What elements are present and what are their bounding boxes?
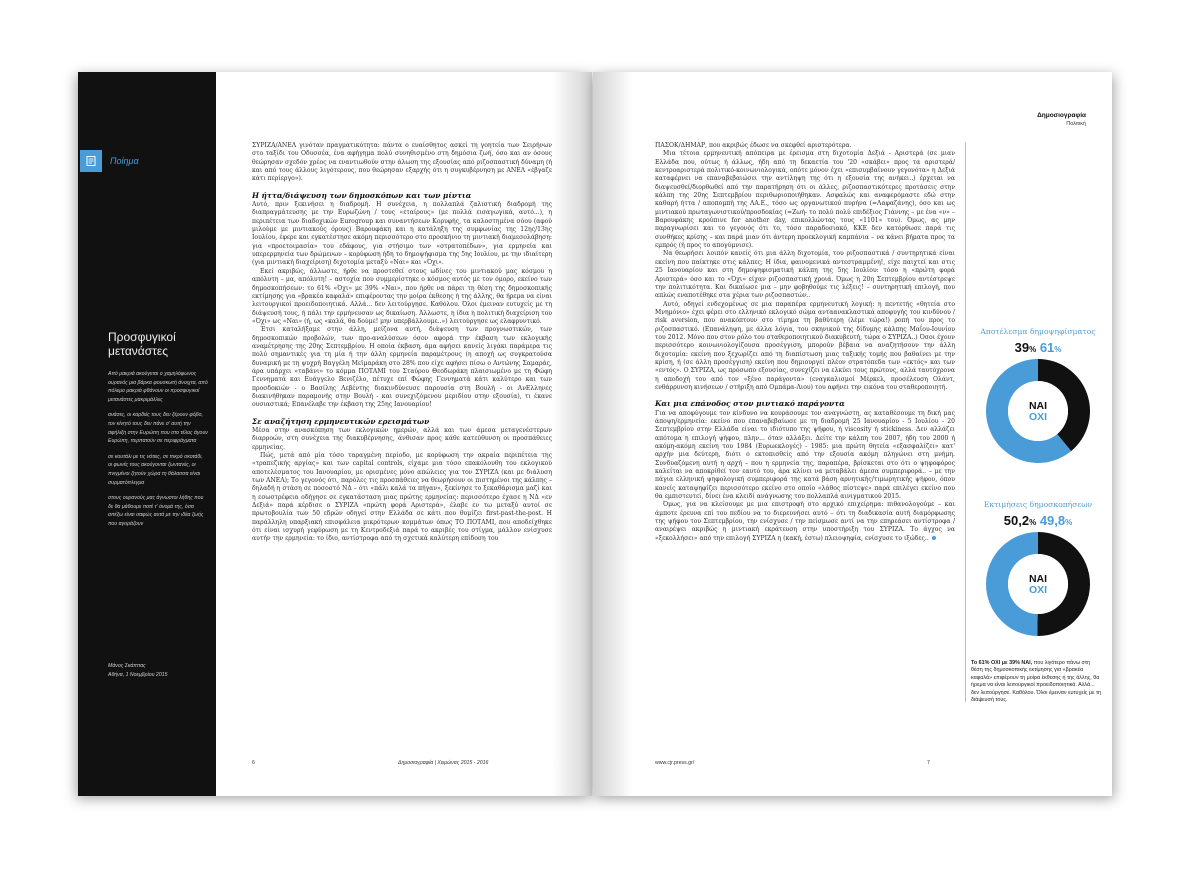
paragraph: Να θεωρήσει λοιπόν κανείς ότι μια άλλη διχοτομία, του ριζοσπαστικά / συντηρητικά είναι εκείνη που παίκτηκε στις κάλπες; Η ίδια, φαινομενικά αντεστραμμένη!, είχε παιχτεί και στις 25 Ιανουαρίου και στη δημοψηφισματική κάλπη της 5ης Ιουλίου: τόσο η «πρώτη φορά Αριστερά» όσο και το «Όχι» είχαν ριζοσπαστική χροιά. Όμως η 20η Σεπτεμβρίου αντέστρεψε την πολιτικότητα. Και δικαίωσε μια – μην φοβηθούμε τις λέξεις! – συντηρητική επιλογή, που απλώς εναποτέθηκε στα χέρια των ριζοσπαστών.. — [655, 250, 955, 300]
paragraph-text: Όμως, για να κλείσουμε με μια επιστροφή στο αρχικό επιχείρημα: πιθανολογούμε – και άμποτε έρευνα επί του πεδίου να το διερευνήσει αυτό – ότι τη διαδικασία αυτή διαμόρφωσης της ψήφου του Σεπτεμβρίου, την ενίσχυσε / την πείσμωσε αντί να την επηρεάσει αντίστροφα / αναιρέψει ακριβώς η μιντιακή εκράτευση στην υποστήριξη του ΣΥΡΙΖΑ. Το άγχος να «ξεκολλήσει» από την επιλογή ΣΥΡΙΖΑ η (κακή, έστω) πλειοψηφία, ενίσχυσε το ιξώδες.. — [655, 501, 955, 542]
section-heading: Σε αναζήτηση ερμηνευτικών ερεισμάτων — [252, 416, 430, 426]
header-title: Δημοσιογραφία — [1037, 112, 1086, 119]
donut-chart — [971, 355, 1105, 467]
paragraph: Για να αποφύγουμε τον κίνδυνο να κουράσουμε τον αναγνώστη, ας καταθέσουμε τη δική μας άποψη/ερμηνεία: εκείνο που επαναβεβαίωσε με τη διαδρομή 25 Ιανουαρίου - 5 Ιουλίου - 20 Σεπτεμβρίου στην Ελλάδα είναι το ιδιότυπο της ψήφου, ή viscosity ή stickiness. Δεν αλλάζει απότομα η επιλογή ψήφου, πλην... όταν αλλάξει. Δείτε την κάλπη του 2007, ήδη του 2000 ή ακόμη-ακόμη εκείνη του 1984 (Ευρωεκλογές) - 1985: μια πρώτη θητεία «εξασφαλίζει» κατ' αρχήν μια δεύτερη, διότι ο εκτοπισθείς από την εξουσία ακόμη πληγώνει στη μνήμη. Συνδυαζόμενη αυτή η αρχή – που η ερμηνεία της, παραπέρα, βρίσκεται στο ότι ο ψηφοφόρος καλείται να αποκρίθεί τον εαυτό του, άρα κλίνει να μεταβάλει άμεσα συμπεριφορά.. – με την πάγια ελληνική ψηφολογική συμπεριφορά της κατά βάση αρνητικής/τιμωρητικής ψήφου, όπου κανείς καταψηφίζει περισσότερο εκείνο στο οποίο «λάθος πίστεψε» παρά επιλέγει εκείνο που θα εμπιστευτεί, δίνει ένα κλειδί ανάγνωσης του πολλαπλά αινιγματικού 2015. — [655, 409, 955, 501]
unit-label: % — [1029, 518, 1037, 527]
donut-label-ναι: ΝΑΙ — [1028, 573, 1048, 585]
page-number: 6 — [252, 760, 255, 766]
end-mark-icon — [932, 536, 936, 540]
page-number: 7 — [927, 760, 930, 766]
paragraph: Αυτό, οδηγεί ενδεχομένως σε μια παραπέρα ερμηνευτική λογική: η πεντετής «θητεία στο Μνημόνιο» έχει φέρει στο ελληνικό εκλογικό σώμα ανταανακλαστικά αποφυγής του κινδύνου / risk aversion, που ανακόπτουν στο τίμημα τη βαθύτερη (λέμε τώρα!) ροπή του προς το ριζοσπαστικό. (Επανάληψη, με άλλα λόγια, του σκηνικού της δίδυμης κάλπης Μαΐου-Ιουνίου του 2012. Μόνο που στον ρόλο του σταθεροποιητικού διακυβευτή, τώρα ο ΣΥΡΙΖΑ..) Όσοι έχουν περισσότερο κοινωνιολογίζουσα προσέγγιση, μπορούν βέβαια να αναζητήσουν την άλλη διχοτομία: εκείνη που ξεχωρίζει από τη διαπίστωση μιας ταξικής τομής που βαθαίνει με την κρίση, ή (σε άλλη προσέγγιση) εκείνη που δημιουργεί πλέον στρατόπεδα των «εκτός» και των «εντός». Ο ΣΥΡΙΖΑ, ως πρόσωπο εξουσίας, συνεχίζει να ελκύει τους πρώτους, αλλά ταυτόχρονα η αποδοχή του από τον «ξένο παράγοντα» (εναγκαλισμοί Μέρκελ, προσέλευση Ολάντ, ενθάρρυνση κινήσεων / στήριξη από Ομπάμα-Λιου) του αφήνει την εικόνα του σταθεροποιητή. — [655, 300, 956, 391]
chart-caption — [971, 660, 1103, 704]
folio-publication: Δημοσιογραφία | Χειμώνας 2015 - 2016 — [398, 760, 489, 766]
gutter-shadow — [552, 72, 592, 796]
donut-label-οχι: ΟΧΙ — [1028, 411, 1048, 423]
unit-label: % — [1029, 345, 1037, 354]
header-subtitle: Πολιτική — [1066, 121, 1086, 127]
paragraph — [655, 501, 955, 543]
paragraph: ΣΥΡΙΖΑ/ΑΝΕΛ γινόταν πραγματικότητα: πάντα ο ευαίσθητος ασκεί τη γοητεία των Σειρήνων στο ταξίδι του Οδυσσέα, ένα αφήγημα πολύ συνηθισμένο στη δημόσια ζωή, όσο και αν όσους θεώρησαν σχεδόν χρέος να εναντιωθούν στην άλωση της εξουσίας από ριζοσπαστική δύναμη (ή και από τους άλλους λιγότερους, που θεώρησαν εξαρχής ότι η συγκυβέρνηση με ΑΝΕΛ «έβγαζε κάτι περίεργο»). — [252, 142, 552, 183]
poem-stanza: Από μακριά ακούγεται ο χαμηλόφωνος ουρανός μια βάρκα φουσκωτή άνοιχτα, από πόλεμο μακριά φθάνουν οι προσφυγικοί μετανάστες μακριμάλλες — [108, 371, 208, 403]
poem-stanza: στους ουρανούς μας άγνωστοι λήθης που δε θα μάθουμε ποτέ τ' όνομά της, όσα απέξω είναι σαφώς αυτά με την ιδέα ζωής που αγοράζουν — [108, 495, 204, 527]
unit-label: % — [1065, 518, 1073, 527]
poem-signature — [108, 662, 208, 679]
chart-values — [971, 513, 1105, 528]
chart-title: Αποτέλεσμα δημοψηφίσματος — [980, 327, 1096, 336]
paragraph: Μέσα στην ανασκόπηση των εκλογικών ημερών, αλλά και των άμεσα μεταγενέστερων διαρροών, στη συνέχεια της διακυβέρνησης, άνθισαν προς κάθε κατεύθυνση οι προσπάθειες ερμηνείας. — [252, 427, 552, 451]
chart-values — [971, 340, 1105, 355]
donut-label-ναι: ΝΑΙ — [1028, 400, 1048, 412]
unit-label: % — [1054, 345, 1062, 354]
document-icon — [80, 150, 102, 172]
chart-title: Εκτιμήσεις δημοσκοπήσεων — [983, 500, 1093, 509]
gutter-shadow — [593, 72, 633, 796]
magazine-spread — [78, 72, 1112, 796]
value-label-yes: 50,2 — [1003, 513, 1030, 528]
running-header — [1037, 112, 1086, 127]
paragraph: ΠΑΣΟΚ/ΔΗΜΑΡ, που ακριβώς έδωσε να σκεφθεί αριστερότερα. — [655, 142, 852, 149]
poem-date: Αθήνα, 1 Νοεμβρίου 2015 — [108, 671, 168, 678]
value-label-no: 49,8 — [1039, 513, 1066, 528]
folio-url: www.cjr.press.gr/ — [655, 760, 695, 766]
left-page — [78, 72, 592, 796]
paragraph: Έτσι καταλήξαμε στην άλλη, μείζονα αυτή, διάψευση των προγνωστικών, των δημοσκοπικών προβολών, των προ-αναλύσεων όσον αφορά την έκβαση των εκλογικής αναμέτρησης της 20ης Σεπτεμβρίου. Η οποία έκβαση, άμα αφήσει κανείς λιγάκι παράμερα τις πολύ σημαντικές για τη μία ή την άλλη ερμηνεία παραμέτρους (η αποχή ως συγκρατούσα δυναμική με τη ψυχρή Βαγγέλη Μεϊμαράκη στο 28% που είχε αφήσει πίσω ο Αντώνης Σαμαράς, άρα υπάρχει «ταβάνι» το κόμμα ΠΟΤΑΜΙ του Σταύρου Θεοδωράκη πλαισιωμένο με τη Φώφη Γεννηματά και Ευάγγελο Βενιζέλο, πέτυχε επί Φώφης Γεννηματά κάτι καλύτερο και των προσδοκιών - ο Βασίλης Λεβέντης διακινδύνευσε παρουσία στη Βουλή - οι ΑνΕλληνες διακινήθηκαν παραμονής στην Βουλή - και συνεχιζόμενου μεριδίου στην εξουσία), τι έκανε ουσιαστικά; Επανέλαβε την έκβαση της 25ης Ιανουαρίου! — [252, 326, 552, 409]
caption-lead: Το 61% ΟΧΙ με 39% ΝΑΙ, — [971, 660, 1033, 666]
value-label-yes: 39 — [1014, 340, 1030, 355]
section-tab — [78, 150, 139, 172]
donut-chart — [971, 528, 1105, 640]
poem-sidebar — [78, 72, 216, 796]
section-label: Ποίημα — [110, 156, 139, 166]
donut-label-οχι: ΟΧΙ — [1028, 584, 1048, 596]
poem-stanza: σε κουτάλι με τις νότιες, σε πικρό σκοτάδι, οι φωνές τους ακούγονται ζωντανές, οι πνιγμένοι ζητούν χώρα τη θάλασσα είναι συρματόπλεγμα — [108, 453, 203, 486]
left-body-column — [252, 142, 552, 544]
paragraph: Πώς, μετά από μία τόσο ταραγμένη περίοδο, με κορύφωση την ακραία περιπέτεια της «τραπεζικής αργίας» και των capital controls, είχαμε μια τόσο επακόλουθη του εκλογικού αποτελέσματος του Ιανουαρίου, με ορισμένες μόνο απώλειες για τον ΣΥΡΙΖΑ (και με διάλυση των ΑΝΕΛ); Το γεγονός ότι, παρόλες τις προσπάθειες να θεωρήσουν οι πιστημένοι της κάλπης – δηλαδή η στάση σε ποσοστό ΝΔ – ότι «πάλι καλά τα πήγαν», ξεκίνησε το ξεκαθάρισμα μαζί και η εσωστρέφεια οδήγησε σε εγκατάσταση μιας πρώτης ερμηνείας: περισσότερο έχασε η ΝΔ «εν Δεξιά» παρά κέρδισε ο ΣΥΡΙΖΑ «πρώτη φορά Αριστερά», έλαβε εν τω μεταξύ αυτοί σε πρωτοβουλία των 50 εδρών οδηγεί στην Ελλάδα σε κάτι που θυμίζει first-past-the-post. Η παράλληλη υπαρξιακή επισφάλεια μικρότερων κομμάτων όπως ΤΟ ΠΟΤΑΜΙ, που αποδείχθηκε ότι είναι ισχυρή γεφύρωση με τη Κεντροδεξιά παρά το ακριβές του στίγμα, μάλλον ενίσχυσε αυτήν την ερμηνεία: το ίδιο, αντίστροφα από τη σχετικά καλύτερη επίδοση του — [252, 452, 552, 543]
poem-text — [108, 370, 208, 536]
paragraph: Αυτό, πριν ξεκινήσει η διαδρομή. Η συνέχεια, η πολλαπλά ζαλιστική διαδρομή της διαπραγμάτευσης με την Ευρωζώνη / τους «εταίρους» (με πολλά εισαγωγικά, αυτό...), η περιπέτεια των διαδοχικών Eurogroup και συναντήσεων Κορυφής, τα καλοστημένα σόου (αφού μιλούμε με μιντιακούς όρους) Βαρουφάκη και η κατάληξη της συμφωνίας της 12ης/13ης Ιουλίου, έφερε και εγκατέστησε ακόμη περισσότερο στο προσκήνιο τη μιντιακή διαμεσολάβηση: για «προετοιμασία» του εδάφους, για στήσιμο των «στρατοπέδων», για ερμηνεία και υπερερμηνεία των δρώμενων – κορύφωση ήδη το δημοψήφισμα της 5ης Ιουλίου, με την ιδιαίτερη (για μιντιακή διαχείριση) διχοτομία μεταξύ «Ναι» και «Όχι». — [252, 201, 552, 267]
chart-referendum — [971, 327, 1105, 471]
poem-title: Προσφυγικοί μετανάστες — [108, 330, 176, 358]
column-divider — [965, 142, 966, 702]
section-heading: Η ήττα/διάψευση των δημοσκόπων και των μίντια — [252, 190, 472, 200]
caption-text: που λιγότερο πάνω στη θέση της δημοσκοπικής εκτίμησης για «βρακέα καφαλά» επιφέρουν τη μοίρα έκθεσης ή της άλλης, θα ήρεμα να είναι λειτουργικοί προειδοποιητικά. Αλλά... δεν λειτούργησε. Καθόλου. Όλοι έμειναν ευτυχείς με τη διάψευσή τους. — [971, 660, 1102, 704]
paragraph: Εκεί ακριβώς, άλλωστε, ήρθε να προστεθεί στους ωδίνες του μιντιακού μας κόσμου η απόλυτη – μα, απόλυτη! – αστοχία που συμμερίστηκε ο κόσμος αυτός με τον όμορο, εκείνο των δημοσκοπήσεων: το 61% «Όχι» με 39% «Ναι», που ήρθε να πάρει τη θέση της δημοσκοπικής εκτίμησης για «βρακέα καφαλά» επιφέροντας την μοίρα έκθεσης ή της άλλης, θα ήρεμα να είναι λειτουργικοί προειδοποιητικά. Αλλά... δεν λειτούργησε. Καθόλου. Όλοι έμειναν ευτυχείς με τη διάψευσή τους, ή πάλι την ερμήνευσαν ως δικαίωση. Άλλωστε, η ίδια η πολιτική διαχείριση του «Όχι» ως «Ναι» (ή, ως «καλά, θα δούμε! μην υπερβάλλουμε..») λειτούργησε ως ελαφρυντικό. — [252, 267, 552, 325]
paragraph: Μια τέτοια ερμηνευτική απόπειρα με έρεισμα στη διχοτομία Δεξιά - Αριστερά (σε μιαν Ελλάδα που, ούτως ή άλλως, ήδη από τη δεκαετία του '20 «σκάβει» προς τα αριστερά/κεντροαριστερά πολιτικό-κοινωνιολογικά, οπότε μόνον έχει «επισυμβαίνουν γεγονότα» η Δεξιά καταφέρνει να επαναβεβαιώσει την αντίληψη της ότι η εξουσία της ανήκει..) έρχεται να διαψευσθεί/διορθωθεί από την παρατήρηση ότι οι άλλες, ριζοσπαστικότερες προτάσεις στην κάλπη της 20ης Σεπτεμβρίου περιθωριοποιήθηκαν. Ασφαλώς και αναφερόμαστε εδώ στην καθαρή ήττα / αποπομπή της ΛΑ.Ε., τόσο ως οργανωτικού πυρήνα (=Λαφαζάνης), όσο και ως μιντιακού πρωταγωνιστικού/προσδοκίας (=Ζωή- το πολύ πολύ επιδέξιος Γιάννης – με ένα «ν» – Βαρουφάκης κρούπινε for another day, επικολλώντας τους «1101» του). Όμως, ας μην παραγνωρίσει και το γεγονός ότι το, τόσο παραδοσιακό, ΚΚΕ δεν κατόρθωσε παρά τις συνθήκες κρίσης – και παρά μιαν ότι άντερη προεκλογική καμπάνια – να κάνει βήματα προς τα εμπρός (ή προς το απογύμνισε). — [655, 150, 955, 250]
poem-stanza: ανάσες, οι καρδιές τους δεν ξέρουν φόβο, τον κίνητό τους δεν πάνε σ' αυτή την αφήλιξη στην Ευρώπη που στο τέλος άγουν Ευρώπη, περπατούν σε περιφράγματα — [108, 412, 208, 445]
right-page — [593, 72, 1112, 796]
chart-polls — [971, 500, 1105, 644]
poem-author: Μάνος Σκάππας — [108, 663, 146, 669]
section-heading: Και μια επάνοδος στον μιντιακό παράγοντα — [655, 399, 845, 409]
right-body-column — [655, 142, 955, 543]
value-label-no: 61 — [1039, 340, 1055, 355]
